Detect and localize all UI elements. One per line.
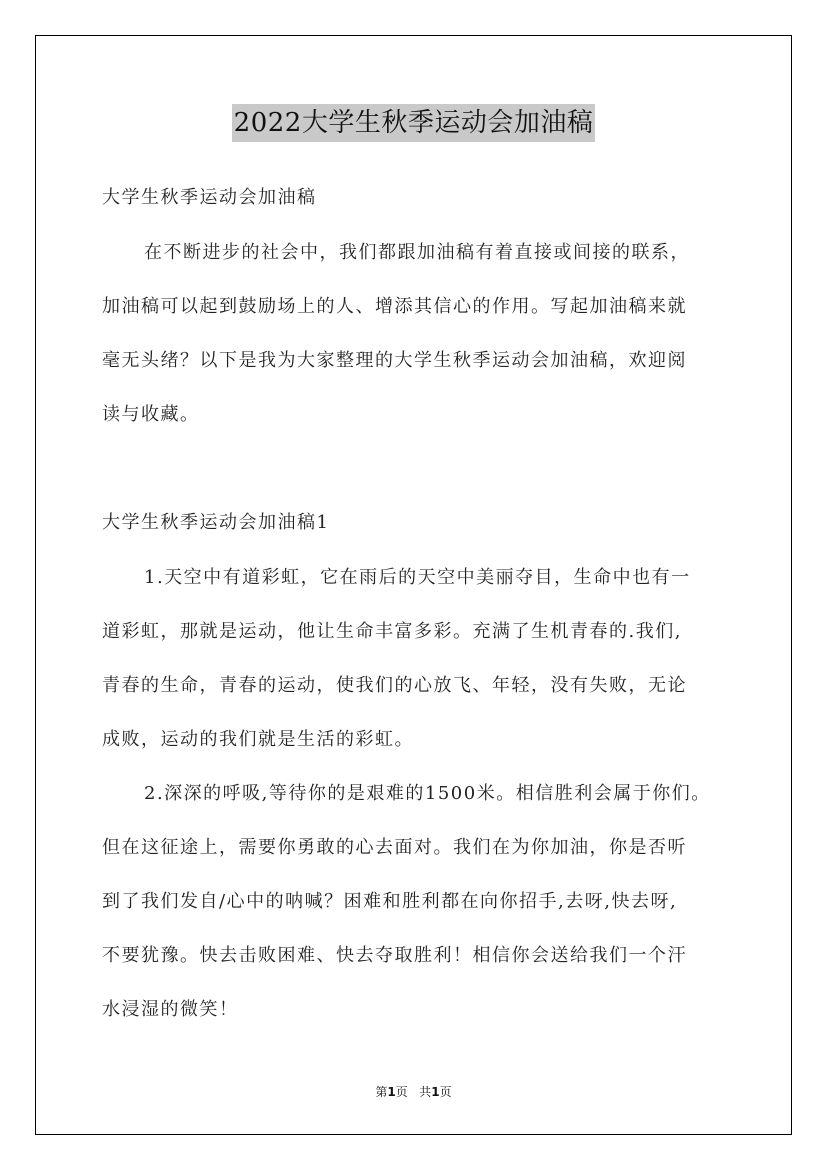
total-prefix: 共 — [419, 1085, 432, 1099]
paragraph2-line-1: 2.深深的呼吸,等待你的是艰难的1500米。相信胜利会属于你们。 — [144, 783, 711, 804]
total-unit: 页 — [439, 1085, 452, 1099]
paragraph1-line-2: 道彩虹，那就是运动，他让生命丰富多彩。充满了生机青春的.我们, — [102, 621, 682, 642]
intro-line-1: 在不断进步的社会中，我们都跟加油稿有着直接或间接的联系， — [144, 242, 690, 263]
section-heading: 大学生秋季运动会加油稿1 — [102, 512, 330, 533]
title-container — [0, 104, 827, 142]
page-number: 1 — [387, 1085, 396, 1099]
subtitle: 大学生秋季运动会加油稿 — [102, 187, 317, 208]
paragraph2-line-5: 水浸湿的微笑！ — [102, 999, 239, 1020]
intro-line-3: 毫无头绪？以下是我为大家整理的大学生秋季运动会加油稿，欢迎阅 — [102, 350, 687, 371]
page-prefix: 第 — [375, 1085, 388, 1099]
paragraph2-line-2: 但在这征途上，需要你勇敢的心去面对。我们在为你加油，你是否听 — [102, 837, 687, 858]
paragraph1-line-4: 成败，运动的我们就是生活的彩虹。 — [102, 729, 414, 750]
intro-line-2: 加油稿可以起到鼓励场上的人、增添其信心的作用。写起加油稿来就 — [102, 296, 687, 317]
total-number: 1 — [431, 1085, 440, 1099]
paragraph1-line-1: 1.天空中有道彩虹，它在雨后的天空中美丽夺目，生命中也有一 — [144, 567, 691, 588]
intro-line-4: 读与收藏。 — [102, 404, 200, 425]
paragraph2-line-3: 到了我们发自/心中的呐喊？困难和胜利都在向你招手,去呀,快去呀, — [102, 891, 678, 912]
paragraph1-line-3: 青春的生命，青春的运动，使我们的心放飞、年轻，没有失败，无论 — [102, 675, 687, 696]
page-unit: 页 — [395, 1085, 408, 1099]
document-title: 2022大学生秋季运动会加油稿 — [232, 104, 596, 142]
paragraph2-line-4: 不要犹豫。快去击败困难、快去夺取胜利！相信你会送给我们一个汗 — [102, 945, 687, 966]
page-footer — [0, 1083, 827, 1100]
